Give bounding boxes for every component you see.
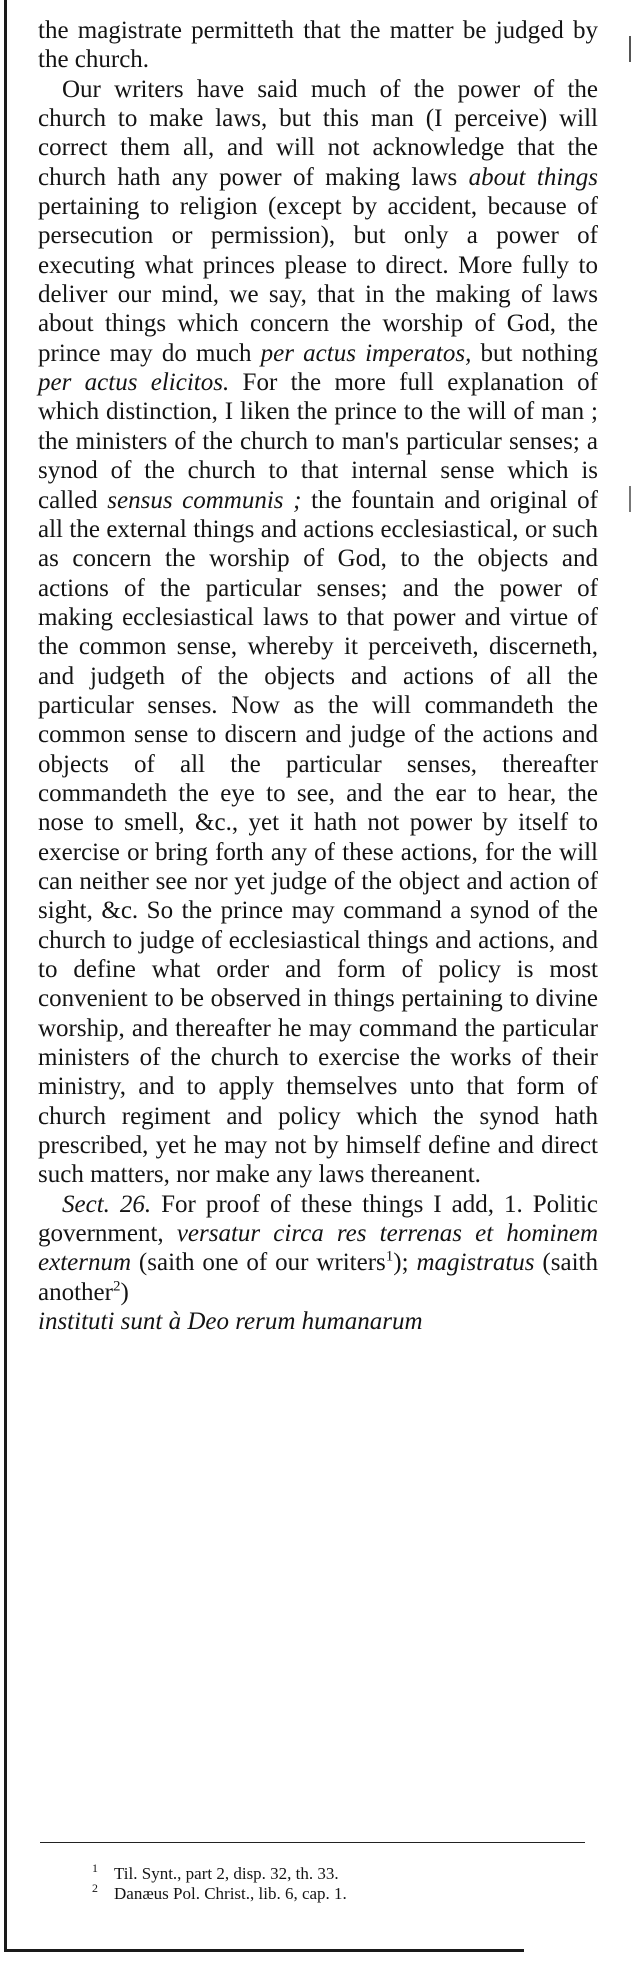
latin-phrase: per actus elicitos. [38,369,230,397]
section-heading: Sect. 26. [62,1190,152,1218]
paragraph-text: For the more full explanation of which distinction, I liken the prince to the will of man ; the ministers of the church to man's particular senses; a synod of the church to that internal sense which is called [38,369,598,514]
latin-phrase: per actus imperatos, [260,339,472,367]
paragraph-church-laws [38,75,598,1190]
italic-phrase: about things [468,163,598,191]
paragraph-text: (saith another [38,1249,598,1306]
paragraph-text: pertaining to religion (except by accident, because of persecution or permission), but only a power of executing what princes please to direct. More fully to deliver our mind, we say, that in the making of laws about things which concern the worship of God, the prince may do much [38,193,598,367]
bottom-margin-rule [4,1949,524,1952]
paragraph-text: ); [393,1249,409,1277]
paragraph-text: but nothing [471,339,598,367]
footnote: 1 Til. Synt., part 2, disp. 32, th. 33. [92,1861,339,1883]
footnote-reference: 1 [385,1249,394,1266]
latin-phrase: versatur circa res terrenas et hominem externum [38,1220,598,1277]
right-edge-mark [629,486,631,512]
paragraph-text: ) [120,1278,129,1306]
footnote-text: Til. Synt., part 2, disp. 32, th. 33. [114,1864,339,1883]
latin-phrase: instituti sunt à Deo rerum humanarum [38,1308,423,1336]
paragraph-text: (saith one of our writers [131,1249,386,1277]
footnotes [92,1861,612,1904]
paragraph-text: Our writers have said much of the power of the church to make laws, but this man (I perceive) will correct them all, and will not acknowledge that the church hath any power of making laws [38,75,598,191]
paragraph-section-26 [38,1190,598,1337]
footnote: 2 Danæus Pol. Christ., lib. 6, cap. 1. [92,1881,347,1903]
footnote-reference: 2 [112,1278,121,1295]
paragraph-text: the magistrate permitteth that the matter be judged by the church. [38,17,598,74]
latin-phrase: magistratus [408,1249,535,1277]
left-margin-rule [4,0,7,1950]
footnote-divider [40,1842,585,1843]
paragraph-text: For proof of these things I add, 1. Politic government, [38,1190,598,1248]
right-edge-mark [629,36,631,62]
paragraph-text: the fountain and original of all the external things and actions ecclesiastical, or such as concern the worship of God, to the objects and actions of the particular senses; and the power of making ecclesiastical laws to that power and virtue of the common sense, whereby it perceiveth, discerneth, and judgeth of the objects and actions of all the particular senses. Now as the will commandeth the common sense to discern and judge of the actions and objects of all the particular senses, thereafter commandeth the eye to see, and the ear to hear, the nose to smell, &c., yet it hath not power by itself to exercise or bring forth any of these actions, for the will can neither see nor yet judge of the object and action of sight, &c. So the prince may command a synod of the church to judge of ecclesiastical things and actions, and to define what order and form of policy is most convenient to be observed in things pertaining to divine worship, and thereafter he may command the particular ministers of the church to exercise the works of their ministry, and to apply themselves unto that form of church regiment and policy which the synod hath prescribed, yet he may not by himself define and direct such matters, nor make any laws thereanent. [38,486,598,1189]
paragraph-continuation [38,16,598,75]
footnote-text: Danæus Pol. Christ., lib. 6, cap. 1. [114,1884,347,1903]
latin-phrase: sensus communis ; [107,486,302,514]
text-column [38,16,598,1336]
